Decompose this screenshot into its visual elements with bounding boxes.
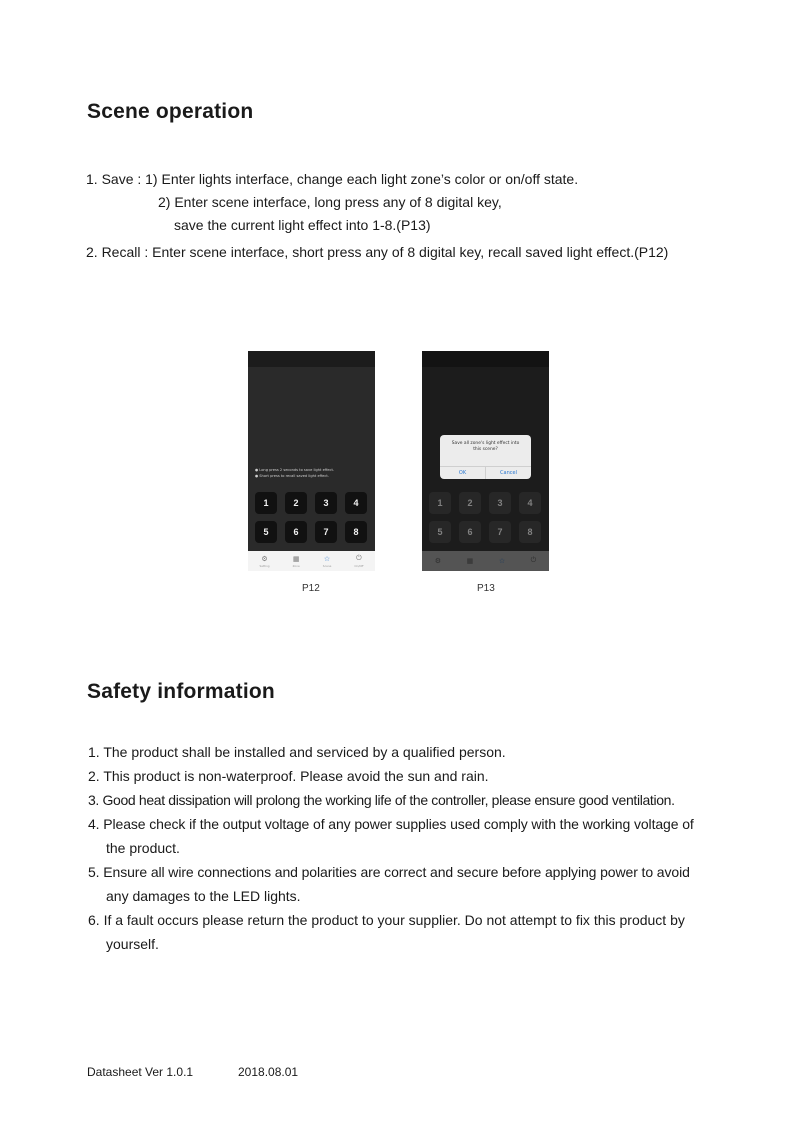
tab-label: Setting xyxy=(259,563,270,568)
scene-key-7[interactable]: 7 xyxy=(489,521,511,543)
scene-key-3[interactable]: 3 xyxy=(315,492,337,514)
safety-item-6-cont: yourself. xyxy=(106,936,159,952)
cancel-button[interactable]: Cancel xyxy=(485,467,531,479)
hint-short-press: ● Short press to recall saved light effect. xyxy=(255,474,329,478)
tab-label: On/Off xyxy=(354,563,364,568)
star-icon: ☆ xyxy=(498,558,506,565)
scene-key-4[interactable]: 4 xyxy=(519,492,541,514)
recall-step: 2. Recall : Enter scene interface, short press any of 8 digital key, recall saved light effect.(P12) xyxy=(86,244,669,260)
grid-icon: ▦ xyxy=(466,558,474,565)
scene-key-1[interactable]: 1 xyxy=(255,492,277,514)
scene-key-2[interactable]: 2 xyxy=(459,492,481,514)
gear-icon: ⚙ xyxy=(261,555,268,563)
scene-key-4[interactable]: 4 xyxy=(345,492,367,514)
scene-keypad xyxy=(255,492,368,543)
tab-label: Scene xyxy=(322,563,332,568)
phone-screenshot-p13 xyxy=(422,351,549,571)
phone-screenshot-p12 xyxy=(248,351,375,571)
scene-key-6[interactable]: 6 xyxy=(459,521,481,543)
power-icon: ⏻ xyxy=(356,554,362,562)
safety-item-4: 4. Please check if the output voltage of any power supplies used comply with the working voltage of xyxy=(88,816,694,832)
hint-long-press: ● Long press 2 seconds to save light effect. xyxy=(255,468,334,472)
scene-key-7[interactable]: 7 xyxy=(315,521,337,543)
gear-icon: ⚙ xyxy=(434,558,442,565)
save-scene-dialog xyxy=(440,435,531,479)
dialog-message-line1: Save all zone's light effect into xyxy=(451,441,520,446)
dialog-message xyxy=(440,441,531,452)
dialog-buttons xyxy=(440,466,531,479)
scene-key-5[interactable]: 5 xyxy=(255,521,277,543)
safety-item-1: 1. The product shall be installed and serviced by a qualified person. xyxy=(88,744,506,760)
grid-icon: ▦ xyxy=(292,555,300,563)
tab-scene[interactable] xyxy=(323,555,332,568)
caption-p13: P13 xyxy=(477,583,495,594)
scene-key-1[interactable]: 1 xyxy=(429,492,451,514)
caption-p12: P12 xyxy=(302,583,320,594)
ok-button[interactable]: OK xyxy=(458,470,467,476)
scene-key-5[interactable]: 5 xyxy=(429,521,451,543)
safety-item-6: 6. If a fault occurs please return the product to your supplier. Do not attempt to fix this product by xyxy=(88,912,685,928)
star-icon: ☆ xyxy=(323,555,331,563)
tab-power[interactable] xyxy=(354,555,363,568)
footer-date: 2018.08.01 xyxy=(238,1065,299,1079)
scene-key-3[interactable]: 3 xyxy=(489,492,511,514)
power-icon: ⏻ xyxy=(530,557,537,564)
safety-item-5: 5. Ensure all wire connections and polarities are correct and secure before applying power to avoid xyxy=(88,864,690,880)
save-step-2-cont: save the current light effect into 1-8.(P13) xyxy=(174,217,431,233)
dialog-message-line2: this scene? xyxy=(473,446,498,452)
safety-heading: Safety information xyxy=(87,680,275,703)
safety-item-4-cont: the product. xyxy=(106,840,180,856)
save-step-2: 2) Enter scene interface, long press any of 8 digital key, xyxy=(158,194,502,210)
scene-key-6[interactable]: 6 xyxy=(285,521,307,543)
safety-item-5-cont: any damages to the LED lights. xyxy=(106,888,301,904)
scene-heading: Scene operation xyxy=(87,100,254,123)
footer-version: Datasheet Ver 1.0.1 xyxy=(87,1065,194,1079)
tab-label: Zone xyxy=(292,563,300,568)
tab-setting[interactable] xyxy=(260,555,270,568)
status-bar xyxy=(248,351,375,367)
safety-item-2: 2. This product is non-waterproof. Please avoid the sun and rain. xyxy=(88,768,489,784)
scene-key-8[interactable]: 8 xyxy=(519,521,541,543)
tab-zone[interactable] xyxy=(293,555,300,568)
save-step-1: 1. Save : 1) Enter lights interface, change each light zone’s color or on/off state. xyxy=(86,171,579,187)
scene-key-8[interactable]: 8 xyxy=(345,521,367,543)
scene-key-2[interactable]: 2 xyxy=(285,492,307,514)
tab-bar xyxy=(248,551,375,571)
safety-item-3: 3. Good heat dissipation will prolong the working life of the controller, please ensure good ventilation. xyxy=(88,792,675,808)
